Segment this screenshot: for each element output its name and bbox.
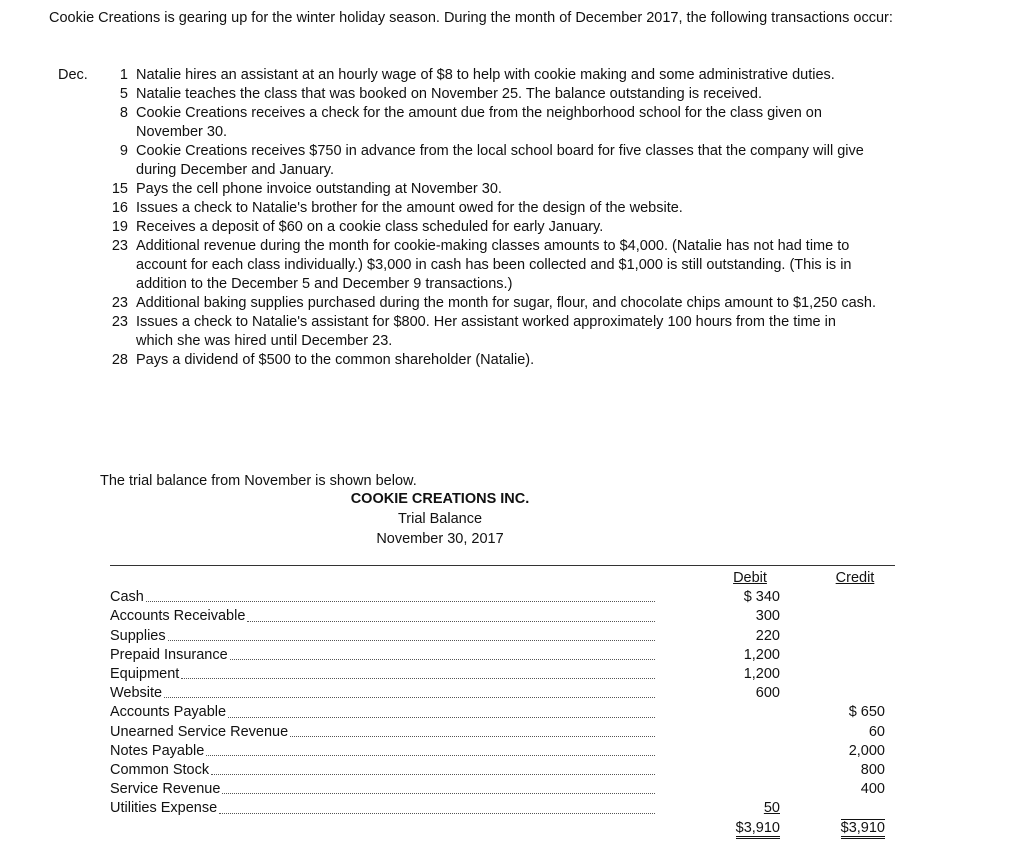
dot-leader (222, 780, 655, 794)
account-name: Notes Payable (110, 742, 205, 759)
account-row (110, 799, 885, 818)
transaction-day: 5 (119, 86, 128, 102)
dot-leader (290, 723, 655, 737)
statement-date: November 30, 2017 (376, 531, 504, 547)
transaction-row (58, 180, 876, 199)
transaction-day: 16 (111, 200, 128, 216)
dot-leader (230, 646, 655, 660)
transaction-text: Additional revenue during the month for cookie-making classes amounts to $4,000. (Natalie has not had time to account for each class individually.) $3,000 in cash has been collected and $1,000 is still outstanding. (This is in addition to the December 5 and December 9 transactions.) (136, 238, 852, 292)
total-debit: $3,910 (736, 820, 780, 839)
debit-amount: 50 (763, 800, 780, 817)
debit-amount: 600 (755, 685, 780, 702)
debit-amount: 1,200 (743, 646, 780, 663)
account-name: Equipment (110, 666, 180, 683)
trial-balance-intro: The trial balance from November is shown below. (100, 473, 417, 489)
transaction-row (58, 85, 876, 104)
account-row (110, 780, 885, 799)
account-name: Unearned Service Revenue (110, 723, 289, 740)
credit-amount: 800 (860, 762, 885, 779)
credit-amount: 60 (868, 723, 885, 740)
trial-balance-table (110, 569, 885, 838)
transaction-day: 8 (119, 105, 128, 121)
transaction-day: 19 (111, 219, 128, 235)
transaction-row (58, 218, 876, 237)
header-rule (110, 565, 895, 566)
dot-leader (228, 703, 655, 717)
account-name: Common Stock (110, 762, 210, 779)
transaction-text: Pays the cell phone invoice outstanding at November 30. (136, 181, 502, 197)
transaction-row (58, 199, 876, 218)
account-name: Supplies (110, 627, 166, 644)
credit-amount: $ 650 (848, 704, 885, 721)
account-name: Service Revenue (110, 781, 221, 798)
totals-row (110, 819, 885, 838)
column-header-row (110, 569, 885, 588)
transaction-day: 28 (111, 352, 128, 368)
account-name: Utilities Expense (110, 800, 218, 817)
transaction-text: Natalie hires an assistant at an hourly wage of $8 to help with cookie making and some administrative duties. (136, 67, 835, 83)
account-row (110, 646, 885, 665)
transaction-day: 23 (111, 238, 128, 254)
debit-amount: 220 (755, 627, 780, 644)
account-name: Cash (110, 589, 144, 606)
dot-leader (219, 799, 655, 813)
account-name: Accounts Payable (110, 704, 227, 721)
account-row (110, 588, 885, 607)
transaction-text: Issues a check to Natalie's brother for the amount owed for the design of the website. (136, 200, 683, 216)
credit-header: Credit (835, 570, 875, 586)
account-row (110, 761, 885, 780)
credit-amount: 400 (860, 781, 885, 798)
transaction-row (58, 294, 876, 313)
transaction-day: 1 (119, 67, 128, 83)
account-row (110, 627, 885, 646)
transaction-row (58, 237, 876, 294)
transaction-row (58, 66, 876, 85)
account-row (110, 684, 885, 703)
transaction-day: 23 (111, 295, 128, 311)
dot-leader (211, 761, 655, 775)
dot-leader (168, 627, 655, 641)
account-row (110, 607, 885, 626)
dot-leader (146, 588, 655, 602)
transaction-row (58, 104, 876, 142)
month-label: Dec. (58, 67, 88, 83)
transaction-row (58, 351, 876, 370)
debit-header: Debit (733, 570, 767, 586)
statement-title: Trial Balance (397, 511, 483, 527)
account-row (110, 723, 885, 742)
intro-paragraph: Cookie Creations is gearing up for the winter holiday season. During the month of December 2017, the following transactions occur: (49, 10, 893, 26)
debit-amount: 1,200 (743, 666, 780, 683)
account-row (110, 703, 885, 722)
credit-amount: 2,000 (848, 742, 885, 759)
transaction-day: 23 (111, 314, 128, 330)
transaction-text: Natalie teaches the class that was booked on November 25. The balance outstanding is received. (136, 86, 763, 102)
transaction-day: 9 (119, 143, 128, 159)
transaction-text: Issues a check to Natalie's assistant for $800. Her assistant worked approximately 100 hours from the time in which she was hired until December 23. (136, 314, 836, 349)
transaction-text: Pays a dividend of $500 to the common shareholder (Natalie). (136, 352, 535, 368)
dot-leader (181, 665, 655, 679)
dot-leader (247, 607, 655, 621)
account-name: Prepaid Insurance (110, 646, 228, 663)
account-name: Accounts Receivable (110, 608, 246, 625)
dot-leader (206, 742, 655, 756)
account-row (110, 742, 885, 761)
transaction-row (58, 142, 876, 180)
account-row (110, 665, 885, 684)
transaction-text: Additional baking supplies purchased during the month for sugar, flour, and chocolate chips amount to $1,250 cash. (136, 295, 876, 311)
transaction-text: Cookie Creations receives $750 in advance from the local school board for five classes that the company will give during December and January. (136, 143, 864, 178)
transaction-text: Receives a deposit of $60 on a cookie class scheduled for early January. (136, 219, 604, 235)
company-name: COOKIE CREATIONS INC. (350, 491, 530, 507)
dot-leader (164, 684, 655, 698)
transaction-day: 15 (111, 181, 128, 197)
debit-amount: $ 340 (743, 589, 780, 606)
transaction-text: Cookie Creations receives a check for the amount due from the neighborhood school for the class given on November 30. (136, 105, 822, 140)
total-credit: $3,910 (841, 819, 885, 839)
transactions-list (58, 66, 876, 370)
account-name: Website (110, 685, 163, 702)
transaction-row (58, 313, 876, 351)
debit-amount: 300 (755, 608, 780, 625)
